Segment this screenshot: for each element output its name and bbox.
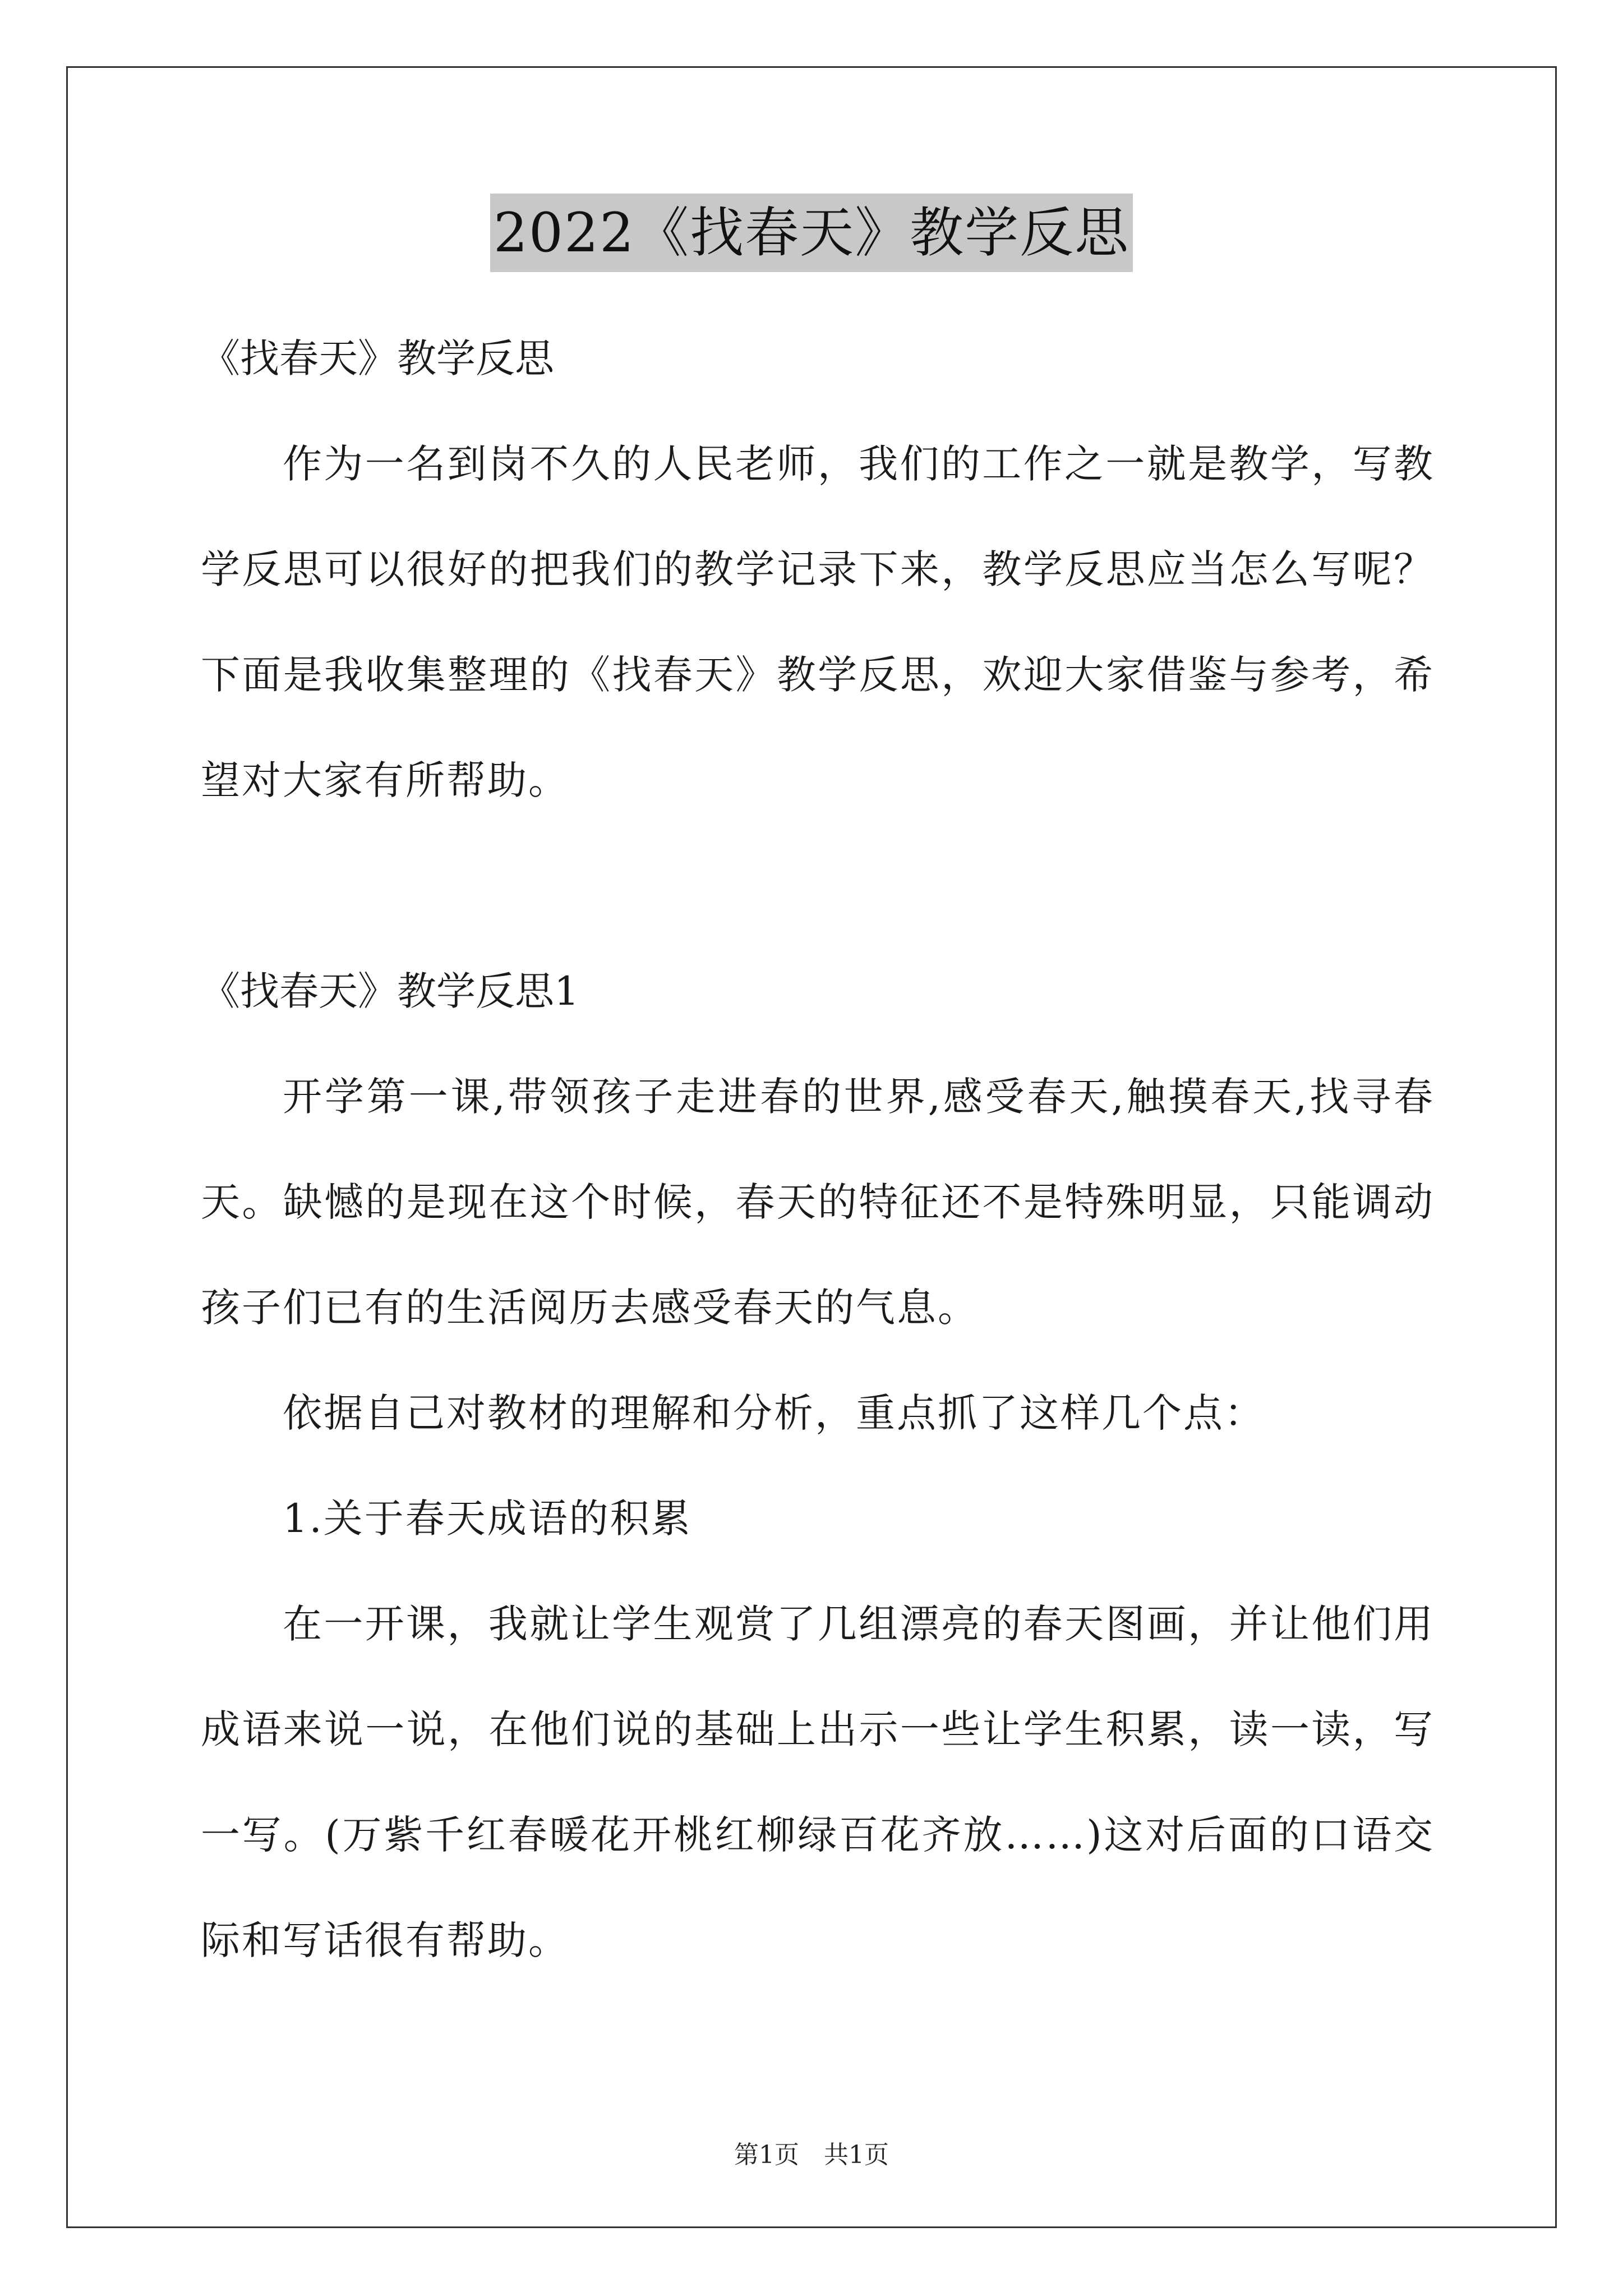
document-body [201, 306, 1435, 1993]
section-heading: 《找春天》教学反思1 [201, 968, 579, 1014]
document-subtitle: 《找春天》教学反思 [201, 335, 554, 381]
document-title: 2022《找春天》教学反思 [490, 194, 1133, 272]
title-container [0, 194, 1623, 272]
body-paragraph: 在一开课，我就让学生观赏了几组漂亮的春天图画，并让他们用成语来说一说，在他们说的基础上出示一些让学生积累，读一读，写一写。(万紫千红春暖花开桃红柳绿百花齐放……)这对后面的口语交际和写话很有帮助。 [201, 1601, 1435, 1963]
body-paragraph: 开学第一课,带领孩子走进春的世界,感受春天,触摸春天,找寻春天。缺憾的是现在这个时候，春天的特征还不是特殊明显，只能调动孩子们已有的生活阅历去感受春天的气息。 [201, 1074, 1435, 1331]
spacer [201, 833, 1435, 938]
body-paragraph: 依据自己对教材的理解和分析，重点抓了这样几个点： [283, 1390, 1265, 1436]
numbered-point: 1.关于春天成语的积累 [283, 1496, 692, 1542]
intro-paragraph: 作为一名到岗不久的人民老师，我们的工作之一就是教学，写教学反思可以很好的把我们的教学记录下来，教学反思应当怎么写呢？下面是我收集整理的《找春天》教学反思，欢迎大家借鉴与参考，希望对大家有所帮助。 [201, 441, 1435, 803]
page-footer: 第1页 共1页 [734, 2141, 889, 2169]
